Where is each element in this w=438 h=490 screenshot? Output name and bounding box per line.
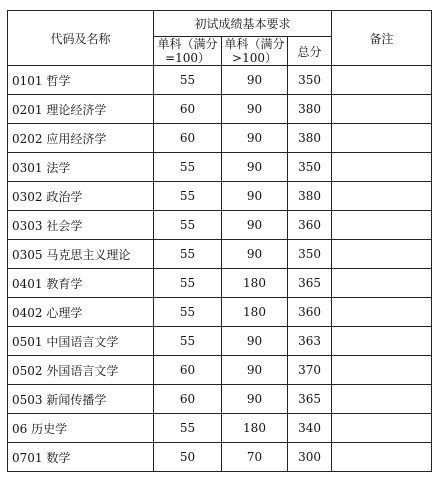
cell-name: 0305 马克思主义理论	[8, 240, 154, 269]
cell-single-gt100: 180	[222, 269, 288, 298]
table-row	[8, 269, 432, 298]
table-row	[8, 153, 432, 182]
cell-single-gt100: 90	[222, 182, 288, 211]
cell-name: 0201 理论经济学	[8, 95, 154, 124]
cell-name: 0303 社会学	[8, 211, 154, 240]
cell-remark	[332, 124, 432, 153]
cell-single-gt100: 70	[222, 443, 288, 472]
header-row	[8, 11, 432, 37]
table-row	[8, 356, 432, 385]
cell-single-100: 55	[154, 66, 222, 95]
header-remark: 备注	[332, 11, 432, 66]
cell-name: 0701 数学	[8, 443, 154, 472]
table-row	[8, 414, 432, 443]
cell-name: 0402 心理学	[8, 298, 154, 327]
cell-remark	[332, 153, 432, 182]
cell-single-100: 55	[154, 298, 222, 327]
cell-total: 350	[288, 153, 332, 182]
cell-single-100: 55	[154, 153, 222, 182]
score-requirements-table	[7, 10, 432, 472]
cell-single-100: 60	[154, 385, 222, 414]
cell-remark	[332, 269, 432, 298]
cell-single-100: 55	[154, 211, 222, 240]
header-total: 总分	[288, 37, 332, 66]
cell-name: 0302 政治学	[8, 182, 154, 211]
cell-total: 363	[288, 327, 332, 356]
header-single-gt100: 单科（满分>100）	[222, 37, 288, 66]
table-row	[8, 124, 432, 153]
cell-remark	[332, 182, 432, 211]
cell-name: 0101 哲学	[8, 66, 154, 95]
cell-total: 300	[288, 443, 332, 472]
cell-single-100: 55	[154, 327, 222, 356]
cell-remark	[332, 95, 432, 124]
cell-name: 0501 中国语言文学	[8, 327, 154, 356]
cell-single-gt100: 90	[222, 327, 288, 356]
cell-single-gt100: 180	[222, 298, 288, 327]
cell-total: 380	[288, 182, 332, 211]
cell-remark	[332, 211, 432, 240]
cell-name: 0502 外国语言文学	[8, 356, 154, 385]
cell-total: 380	[288, 95, 332, 124]
cell-remark	[332, 298, 432, 327]
table-row	[8, 182, 432, 211]
table-row	[8, 211, 432, 240]
cell-single-100: 50	[154, 443, 222, 472]
cell-name: 0202 应用经济学	[8, 124, 154, 153]
cell-name: 0301 法学	[8, 153, 154, 182]
table-row	[8, 298, 432, 327]
cell-remark	[332, 443, 432, 472]
cell-total: 350	[288, 66, 332, 95]
cell-remark	[332, 414, 432, 443]
cell-single-100: 55	[154, 240, 222, 269]
cell-total: 360	[288, 211, 332, 240]
cell-single-100: 60	[154, 124, 222, 153]
cell-name: 0401 教育学	[8, 269, 154, 298]
cell-remark	[332, 385, 432, 414]
cell-single-100: 55	[154, 269, 222, 298]
table-row	[8, 240, 432, 269]
cell-single-100: 55	[154, 414, 222, 443]
cell-remark	[332, 327, 432, 356]
cell-name: 0503 新闻传播学	[8, 385, 154, 414]
header-requirements: 初试成绩基本要求	[154, 11, 332, 37]
table-row	[8, 385, 432, 414]
header-code-name: 代码及名称	[8, 11, 154, 66]
cell-total: 350	[288, 240, 332, 269]
cell-single-gt100: 90	[222, 95, 288, 124]
cell-single-gt100: 90	[222, 66, 288, 95]
table-row	[8, 95, 432, 124]
cell-total: 380	[288, 124, 332, 153]
cell-total: 365	[288, 385, 332, 414]
cell-remark	[332, 66, 432, 95]
cell-total: 360	[288, 298, 332, 327]
cell-single-gt100: 90	[222, 124, 288, 153]
cell-single-gt100: 180	[222, 414, 288, 443]
cell-total: 365	[288, 269, 332, 298]
cell-remark	[332, 240, 432, 269]
cell-total: 340	[288, 414, 332, 443]
cell-remark	[332, 356, 432, 385]
table-row	[8, 66, 432, 95]
cell-name: 06 历史学	[8, 414, 154, 443]
cell-single-gt100: 90	[222, 211, 288, 240]
cell-single-100: 60	[154, 356, 222, 385]
cell-single-100: 60	[154, 95, 222, 124]
table-body	[8, 66, 432, 472]
cell-single-gt100: 90	[222, 385, 288, 414]
table-row	[8, 443, 432, 472]
cell-single-gt100: 90	[222, 240, 288, 269]
header-single-100: 单科（满分=100）	[154, 37, 222, 66]
cell-single-gt100: 90	[222, 153, 288, 182]
cell-single-100: 55	[154, 182, 222, 211]
cell-single-gt100: 90	[222, 356, 288, 385]
table-row	[8, 327, 432, 356]
cell-total: 370	[288, 356, 332, 385]
